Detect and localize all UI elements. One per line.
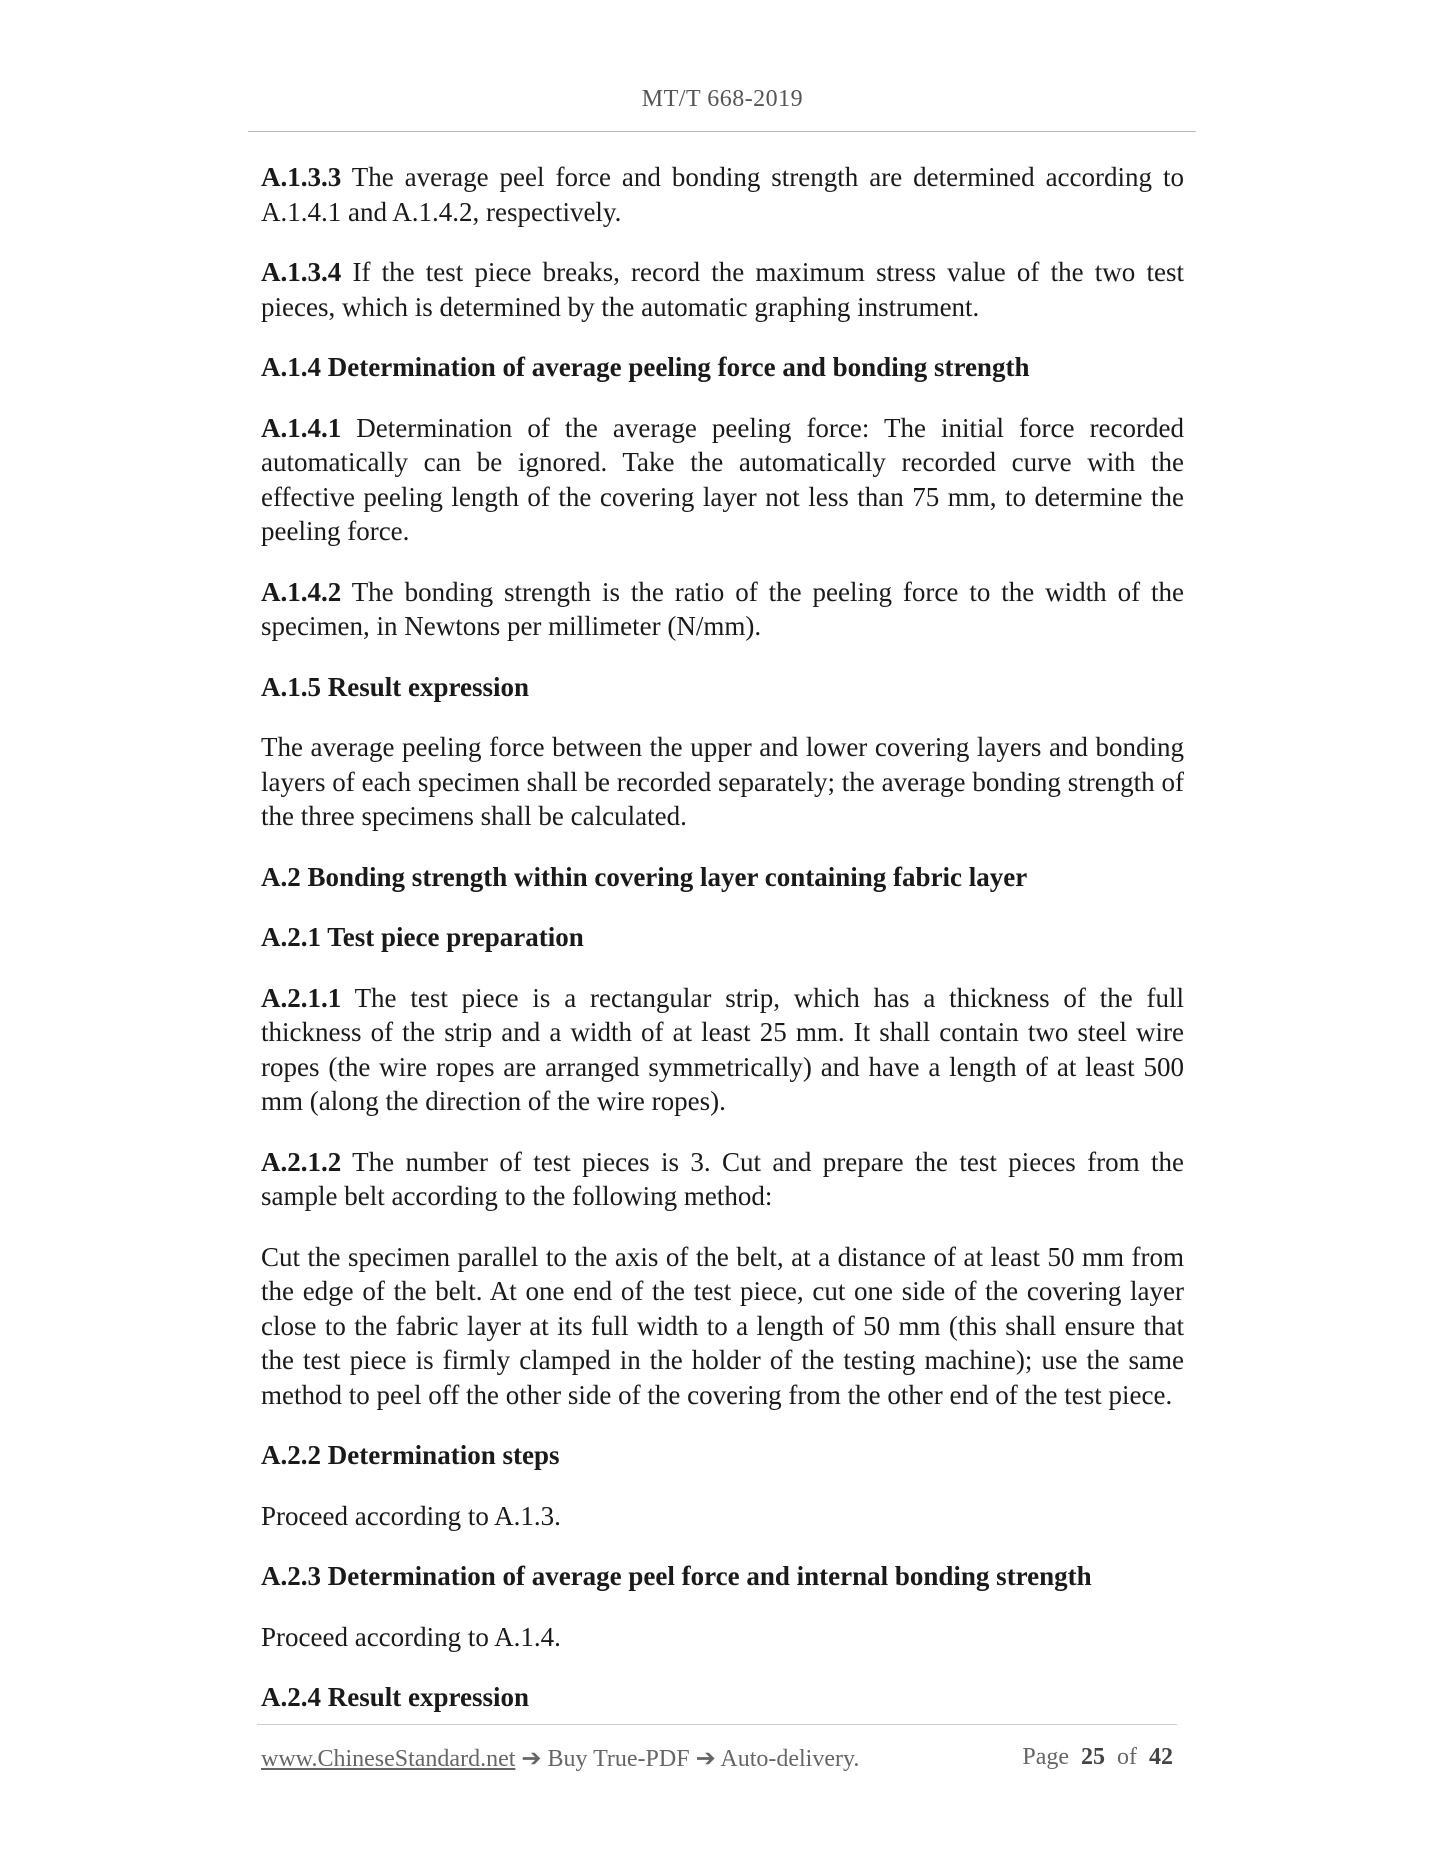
paragraph-text: The test piece is a rectangular strip, which has a thickness of the full thickness of the strip and a width of at least 25 mm. It shall contain two steel wire ropes (the wire ropes are arranged symmetrically) and have a length of at least 500 mm (along the direction of the wire ropes). xyxy=(261,982,1184,1116)
clause-number: A.1.3.3 xyxy=(261,162,342,192)
header-divider xyxy=(248,131,1196,132)
clause-number: A.1.3.4 xyxy=(261,257,342,287)
chinese-standard-link[interactable]: www.ChineseStandard.net xyxy=(261,1746,516,1772)
page-total: 42 xyxy=(1149,1744,1173,1770)
paragraph-text: Cut the specimen parallel to the axis of the belt, at a distance of at least 50 mm from the edge of the belt. At one end of the test piece, cut one side of the covering layer close to the fabric layer at its full width to a length of 50 mm (this shall ensure that the test piece is firmly clamped in the holder of the testing machine); use the same method to peel off the other side of the covering from the other end of the test piece. xyxy=(261,1241,1184,1410)
footer-promo xyxy=(261,1744,859,1773)
paragraph-text: The average peel force and bonding strength are determined according to A.1.4.1 and A.1.4.2, respectively. xyxy=(261,162,1184,227)
document-code-header: MT/T 668-2019 xyxy=(641,86,804,112)
page-current: 25 xyxy=(1081,1744,1105,1770)
section-heading: A.2.4 Result expression xyxy=(261,1682,530,1712)
paragraph-text: The average peeling force between the upper and lower covering layers and bonding layers of each specimen shall be recorded separately; the average bonding strength of the three specimens shall be calculated. xyxy=(261,732,1184,831)
arrow-right-icon: ➔ xyxy=(695,1746,716,1772)
paragraph-text: If the test piece breaks, record the maximum stress value of the two test pieces, which is determined by the automatic graphing instrument. xyxy=(261,257,1184,322)
paragraph xyxy=(261,411,1184,549)
section-heading: A.1.5 Result expression xyxy=(261,671,530,702)
paragraph-text: The number of test pieces is 3. Cut and prepare the test pieces from the sample belt according to the following method: xyxy=(261,1146,1184,1211)
clause-number: A.1.4.1 xyxy=(261,412,342,443)
page-of: of xyxy=(1117,1744,1137,1770)
section-heading: A.2.3 Determination of average peel force and internal bonding strength xyxy=(261,1561,1092,1591)
document-body xyxy=(261,160,1184,1741)
clause-number: A.1.4.2 xyxy=(261,576,342,607)
footer-divider xyxy=(257,1724,1177,1725)
section-heading: A.2 Bonding strength within covering layer containing fabric layer xyxy=(261,861,1028,892)
paragraph xyxy=(261,1240,1184,1413)
section-heading: A.1.4 Determination of average peeling force and bonding strength xyxy=(261,352,1030,382)
paragraph xyxy=(261,981,1184,1119)
paragraph-text: Determination of the average peeling force: The initial force recorded automatically can be ignored. Take the automatically recorded curve with the effective peeling length of the covering layer not less than 75 mm, to determine the peeling force. xyxy=(261,412,1184,546)
section-heading: A.2.2 Determination steps xyxy=(261,1440,560,1470)
paragraph xyxy=(261,1620,1184,1655)
paragraph xyxy=(261,255,1184,324)
paragraph xyxy=(261,160,1184,229)
paragraph xyxy=(261,1499,1184,1534)
clause-number: A.2.1.1 xyxy=(261,982,342,1013)
paragraph xyxy=(261,1145,1184,1214)
auto-delivery-text: Auto-delivery. xyxy=(720,1746,860,1772)
paragraph xyxy=(261,575,1184,644)
paragraph-text: Proceed according to A.1.3. xyxy=(261,1500,561,1531)
buy-true-pdf-text: Buy True-PDF xyxy=(547,1746,690,1772)
paragraph-text: The bonding strength is the ratio of the peeling force to the width of the specimen, in Newtons per millimeter (N/mm). xyxy=(261,576,1184,641)
clause-number: A.2.1.2 xyxy=(261,1146,342,1177)
arrow-right-icon: ➔ xyxy=(521,1746,542,1772)
page-indicator xyxy=(1022,1744,1173,1771)
paragraph xyxy=(261,730,1184,834)
page-label: Page xyxy=(1022,1744,1069,1770)
section-heading: A.2.1 Test piece preparation xyxy=(261,922,584,952)
paragraph-text: Proceed according to A.1.4. xyxy=(261,1621,561,1652)
